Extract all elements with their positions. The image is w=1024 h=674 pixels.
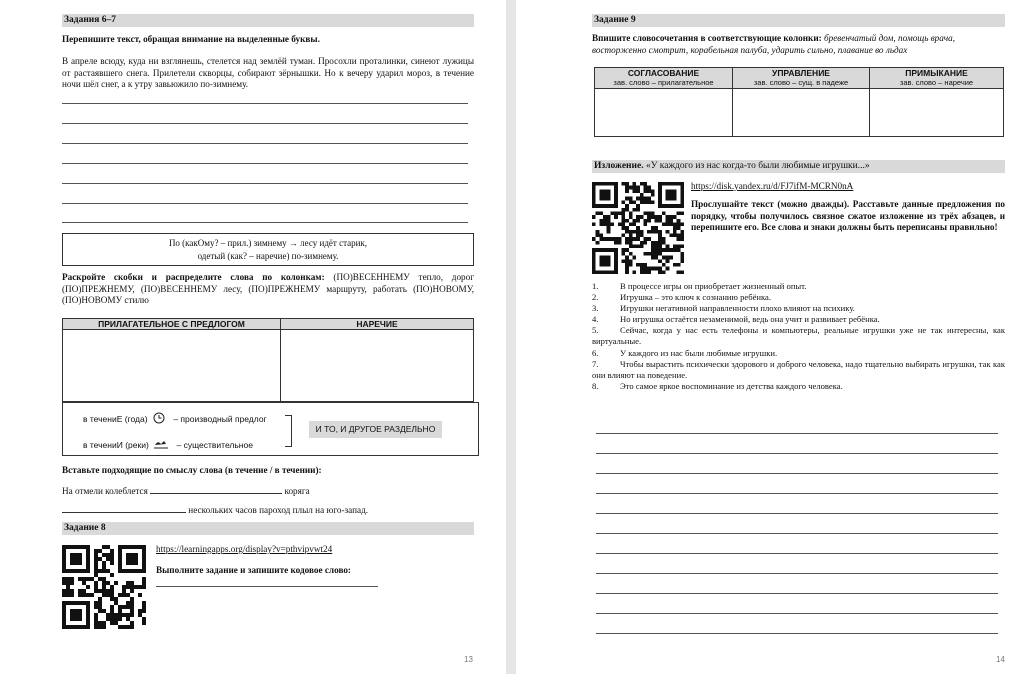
sentence-text: В процессе игры он приобретает жизненный опыт. <box>620 281 807 291</box>
codeword-input-line[interactable] <box>156 586 378 587</box>
insert-task-instruction: Вставьте подходящие по смыслу слова (в течение / в течении): <box>62 465 322 475</box>
techenie-row-2 <box>83 440 253 451</box>
learningapps-link[interactable]: https://learningapps.org/display?v=pthvipvwt24 <box>156 544 333 554</box>
task-6-7-paragraph: В апреле всюду, куда ни взглянешь, стелется над землёй туман. Просохли проталинки, синеют лужицы от растаявшего снега. Прилетели скворцы, собирают зёрнышки. Но к вечеру ударил мороз, в течение ночи шёл снег, а к утру завьюжило по-зимнему. <box>62 56 474 89</box>
sentence-item <box>592 314 1005 325</box>
answer-line[interactable] <box>596 553 998 554</box>
sentence-number: 3. <box>592 303 599 314</box>
techenie-preposition-desc: – производный предлог <box>173 414 267 424</box>
answer-line[interactable] <box>596 473 998 474</box>
answer-cell-government[interactable] <box>733 89 870 137</box>
answer-line[interactable] <box>62 203 468 204</box>
sentence-item <box>592 303 1005 314</box>
sentences-list <box>592 281 1005 392</box>
task-9-instruction <box>592 33 1005 56</box>
page-13 <box>0 0 506 674</box>
agreement-sub: зав. слово – прилагательное <box>613 78 714 87</box>
wave-icon <box>154 440 168 451</box>
phrase-table <box>594 67 1004 137</box>
task-8-header: Задание 8 <box>62 522 474 535</box>
sentence-text: У каждого из нас были любимые игрушки. <box>620 347 778 358</box>
answer-line[interactable] <box>596 633 998 634</box>
answer-cell-adverb[interactable] <box>281 330 474 402</box>
sentence-item <box>592 348 1005 359</box>
rule-box <box>62 233 474 266</box>
answer-cell-adjunction[interactable] <box>870 89 1004 137</box>
sentence-number: 1. <box>592 281 599 291</box>
task-9-instruction-bold: Впишите словосочетания в соответствующие колонки: <box>592 33 822 43</box>
adjunction-sub: зав. слово – наречие <box>899 78 974 87</box>
task-9-header: Задание 9 <box>592 14 1005 27</box>
sentence-text: Игрушка – это ключ к сознанию ребёнка. <box>620 292 771 303</box>
insert-sentence-2 <box>62 504 474 517</box>
sentence-number: 4. <box>592 314 599 325</box>
izlozhenie-header <box>592 160 1005 173</box>
sentence-item <box>592 381 1005 392</box>
answer-line[interactable] <box>596 433 998 434</box>
rule-line-2: одетый (как? – наречие) по-зимнему. <box>197 251 339 261</box>
qr-code-yandex-disk[interactable] <box>592 182 684 274</box>
rule-line-1: По (какОму? – прил.) зимнему → лесу идёт старик, <box>168 238 368 248</box>
brace <box>285 415 292 447</box>
sentence-item <box>592 359 1005 381</box>
answer-line[interactable] <box>596 573 998 574</box>
yandex-disk-link[interactable]: https://disk.yandex.ru/d/FJ7ifM-MCRN0nA <box>691 181 854 191</box>
column-header-government <box>733 68 870 89</box>
column-header-agreement <box>595 68 733 89</box>
sentence-text: Но игрушка остаётся незаменимой, ведь она учит и развивает ребёнка. <box>620 314 880 325</box>
brackets-task-instruction: Раскройте скобки и распределите слова по колонкам: <box>62 272 325 282</box>
brackets-task-text <box>62 272 474 307</box>
sentence-number: 7. <box>592 358 599 369</box>
government-sub: зав. слово – сущ. в падеже <box>753 78 849 87</box>
sentence-text: Игрушки негативной направленности плохо влияют на психику. <box>620 303 855 314</box>
government-title: УПРАВЛЕНИЕ <box>772 68 830 78</box>
brackets-task-words: (ПО)ВЕСЕННЕМУ тепло, дорог (ПО)ПРЕЖНЕМУ, (ПО)ВЕСЕННЕМУ лесу, (ПО)ПРЕЖНЕМУ маршруту, работать (ПО)НОВОМУ, (ПО)НОВОМУ стилю <box>62 272 475 305</box>
sentence-item <box>592 325 1005 347</box>
answer-line[interactable] <box>62 143 468 144</box>
izlozhenie-label: Изложение. <box>594 161 644 171</box>
page-number: 13 <box>464 655 473 664</box>
page-number: 14 <box>996 655 1005 664</box>
column-header-adverb: НАРЕЧИЕ <box>281 319 474 330</box>
answer-line[interactable] <box>596 593 998 594</box>
sentence-item <box>592 292 1005 303</box>
sentence-text: Это самое яркое воспоминание из детства каждого человека. <box>620 380 843 391</box>
task-8-instruction: Выполните задание и запишите кодовое слово: <box>156 565 351 575</box>
task-9-phrases: бревенчатый дом, помощь врача, восторженно смотрит, корабельная палуба, ударить сильно, плавание во льдах <box>592 33 956 55</box>
agreement-title: СОГЛАСОВАНИЕ <box>627 68 700 78</box>
page-14 <box>516 0 1024 674</box>
adjunction-title: ПРИМЫКАНИЕ <box>905 68 968 78</box>
task-6-7-header: Задания 6–7 <box>62 14 474 27</box>
answer-line[interactable] <box>62 163 468 164</box>
sentence-text: Чтобы вырастить психически здорового и доброго человека, надо тщательно выбирать игрушки, так как они влияют на поведение. <box>592 358 1005 380</box>
techenie-side-label: И ТО, И ДРУГОЕ РАЗДЕЛЬНО <box>309 421 442 438</box>
answer-line[interactable] <box>596 513 998 514</box>
column-header-adjunction <box>870 68 1004 89</box>
answer-line[interactable] <box>62 222 468 223</box>
sentence-number: 8. <box>592 380 599 391</box>
answer-line[interactable] <box>62 183 468 184</box>
answer-line[interactable] <box>62 103 468 104</box>
answer-line[interactable] <box>596 493 998 494</box>
sentence-number: 2. <box>592 292 599 303</box>
techenie-noun-desc: – существительное <box>176 440 253 450</box>
clock-icon <box>153 412 165 426</box>
answer-cell-agreement[interactable] <box>595 89 733 137</box>
techenie-rule-box <box>62 402 479 456</box>
techenie-row-1 <box>83 412 267 426</box>
answer-line[interactable] <box>62 123 468 124</box>
sentence-number: 5. <box>592 325 599 336</box>
answer-cell-adjective[interactable] <box>63 330 281 402</box>
izlozhenie-title: «У каждого из нас когда-то были любимые игрушки...» <box>645 161 870 171</box>
sentence-number: 6. <box>592 347 599 358</box>
techenie-preposition: в течениЕ (года) <box>83 414 148 424</box>
techenie-noun: в течениИ (реки) <box>83 440 149 450</box>
answer-line[interactable] <box>596 533 998 534</box>
izlozhenie-instruction: Прослушайте текст (можно дважды). Расставьте данные предложения по порядку, чтобы получилось связное сжатое изложение из трёх абзацев, и перепишите его. Все слова и знаки должны быть переписаны правильно! <box>691 199 1005 232</box>
qr-code-learningapps[interactable] <box>62 545 146 629</box>
answer-line[interactable] <box>596 453 998 454</box>
column-header-adjective: ПРИЛАГАТЕЛЬНОЕ С ПРЕДЛОГОМ <box>63 319 281 330</box>
distribution-table <box>62 318 474 402</box>
blank-input-1[interactable] <box>150 485 282 494</box>
sentence-item <box>592 281 1005 292</box>
sentence-text: Сейчас, когда у нас есть телефоны и компьютеры, реальные игрушки уже не так интересны, как виртуальные. <box>592 325 1005 347</box>
answer-line[interactable] <box>596 613 998 614</box>
sentence-1-start: На отмели колеблется <box>62 486 148 496</box>
insert-sentence-1 <box>62 485 474 498</box>
task-6-7-instruction: Перепишите текст, обращая внимание на выделенные буквы. <box>62 34 320 44</box>
sentence-1-end: коряга <box>284 486 310 496</box>
blank-input-2[interactable] <box>62 504 186 513</box>
sentence-2-end: нескольких часов пароход плыл на юго-запад. <box>188 505 369 515</box>
